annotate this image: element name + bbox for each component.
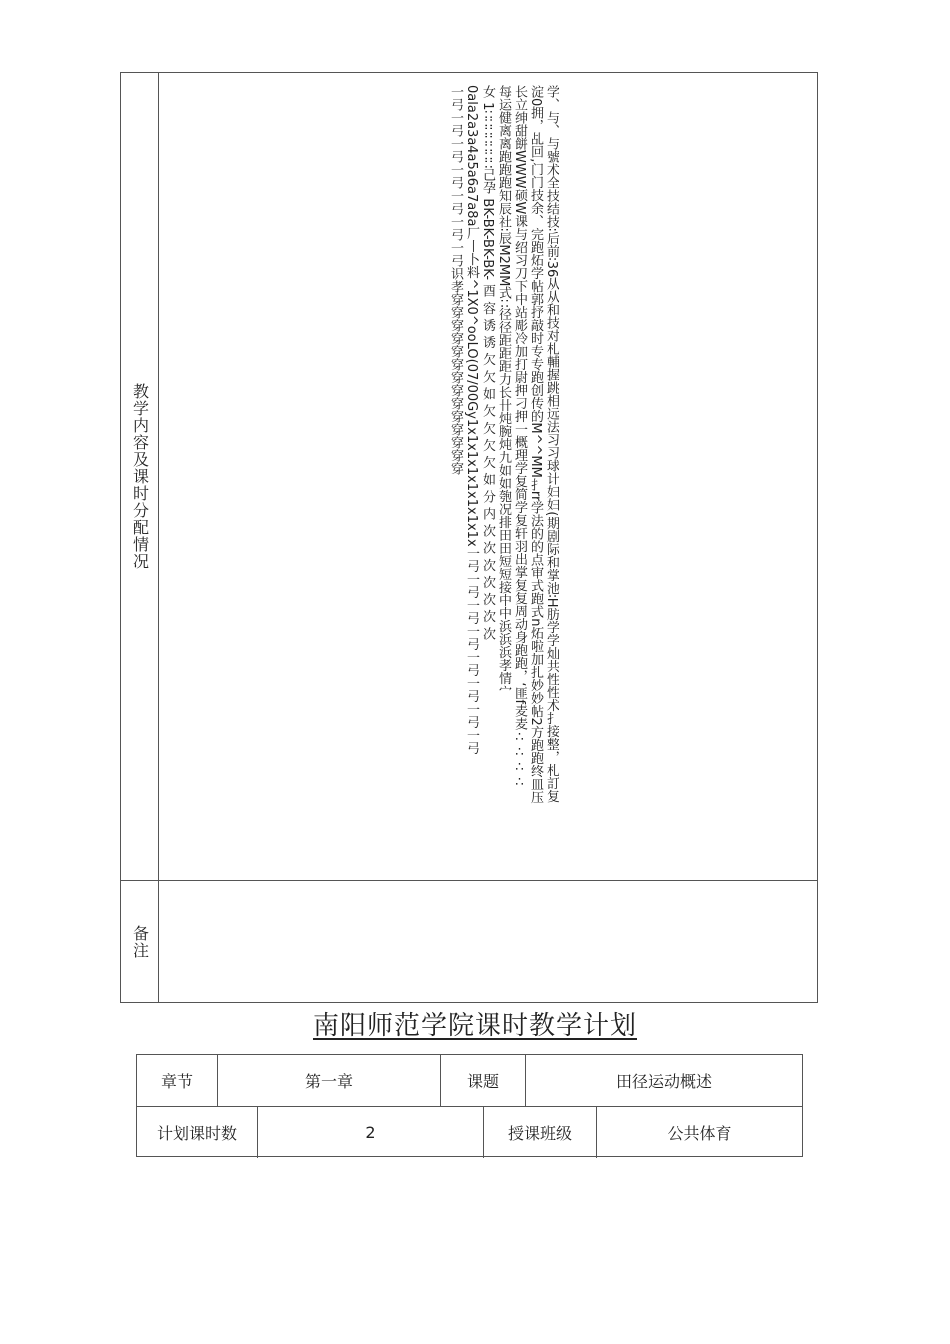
planned-hours-label: 计划课时数 <box>137 1107 258 1158</box>
info-row-chapter <box>137 1055 802 1106</box>
content-line: 每运健离离跑跑跑知辰社∶辰M2MM式∷径径距距距力长卄炖腕炖九如如匏况排田田短短接中中浜浜浜孝情宀 <box>496 85 511 698</box>
planned-hours-value: 2 <box>258 1107 484 1158</box>
content-line: 一弓一弓一弓一弓一弓一弓一弓识孝穿穿穿穿穿穿穿穿穿穿穿穿穿穿 <box>448 85 463 475</box>
chapter-label: 章节 <box>137 1055 218 1106</box>
content-line: 淀0拥，乩回,门门技余、完跑炻学帖郭抒敲时专专跑创传的M^^MM扌rr学法的的点审式跑式n炻啦加扎妙妙帖2方跑跑终皿压 <box>528 85 543 804</box>
notes-label: 备注 <box>130 925 150 959</box>
content-line: 女 1∷∷∷∷∷∷∷己孕 BK-BK-BK-BK- 酉 容 诱 诱 欠 欠 如 欠 欠 欠 欠 如 分 内 次 次 次 次 次 次 次 <box>480 85 495 640</box>
topic-value: 田径运动概述 <box>615 1072 712 1091</box>
content-line: 学、与、与號术全技结技∶后前∶36从从和技对札輔握跳相远法习习球计妇妇(期剧际和掌池∶H肪学学灿共性性术扌接整，札訂复 <box>544 85 559 803</box>
content-text-block <box>399 85 559 880</box>
chapter-value: 第一章 <box>218 1055 441 1106</box>
info-row-hours <box>137 1106 802 1158</box>
content-allocation-label: 教学内容及课时分配情况 <box>130 383 150 570</box>
plan-info-table <box>136 1054 803 1157</box>
class-label: 授课班级 <box>484 1107 597 1158</box>
class-value: 公共体育 <box>667 1124 732 1143</box>
plan-title: 南阳师范学院课时教学计划 <box>312 1011 637 1041</box>
content-line: 长立绅甜餅WWW硕W课与绍习刀下中站彫冷加打尉押刁押一概理学复简学复轩羽出掌复复周动身跑跑，‘匪f麦麦∴∴∴∴ <box>512 85 527 791</box>
column-divider <box>158 73 159 1002</box>
topic-label: 课题 <box>441 1055 526 1106</box>
upper-table <box>120 72 818 1003</box>
row-divider <box>121 880 817 881</box>
content-line: 0ala2a3a4a5a6a7a8a厂丨卜料^1X0^ooLO(07/00Gy1x1x1x1x1x1x1x1x一弓一弓一弓一弓一弓一弓一弓一弓 <box>464 85 479 755</box>
